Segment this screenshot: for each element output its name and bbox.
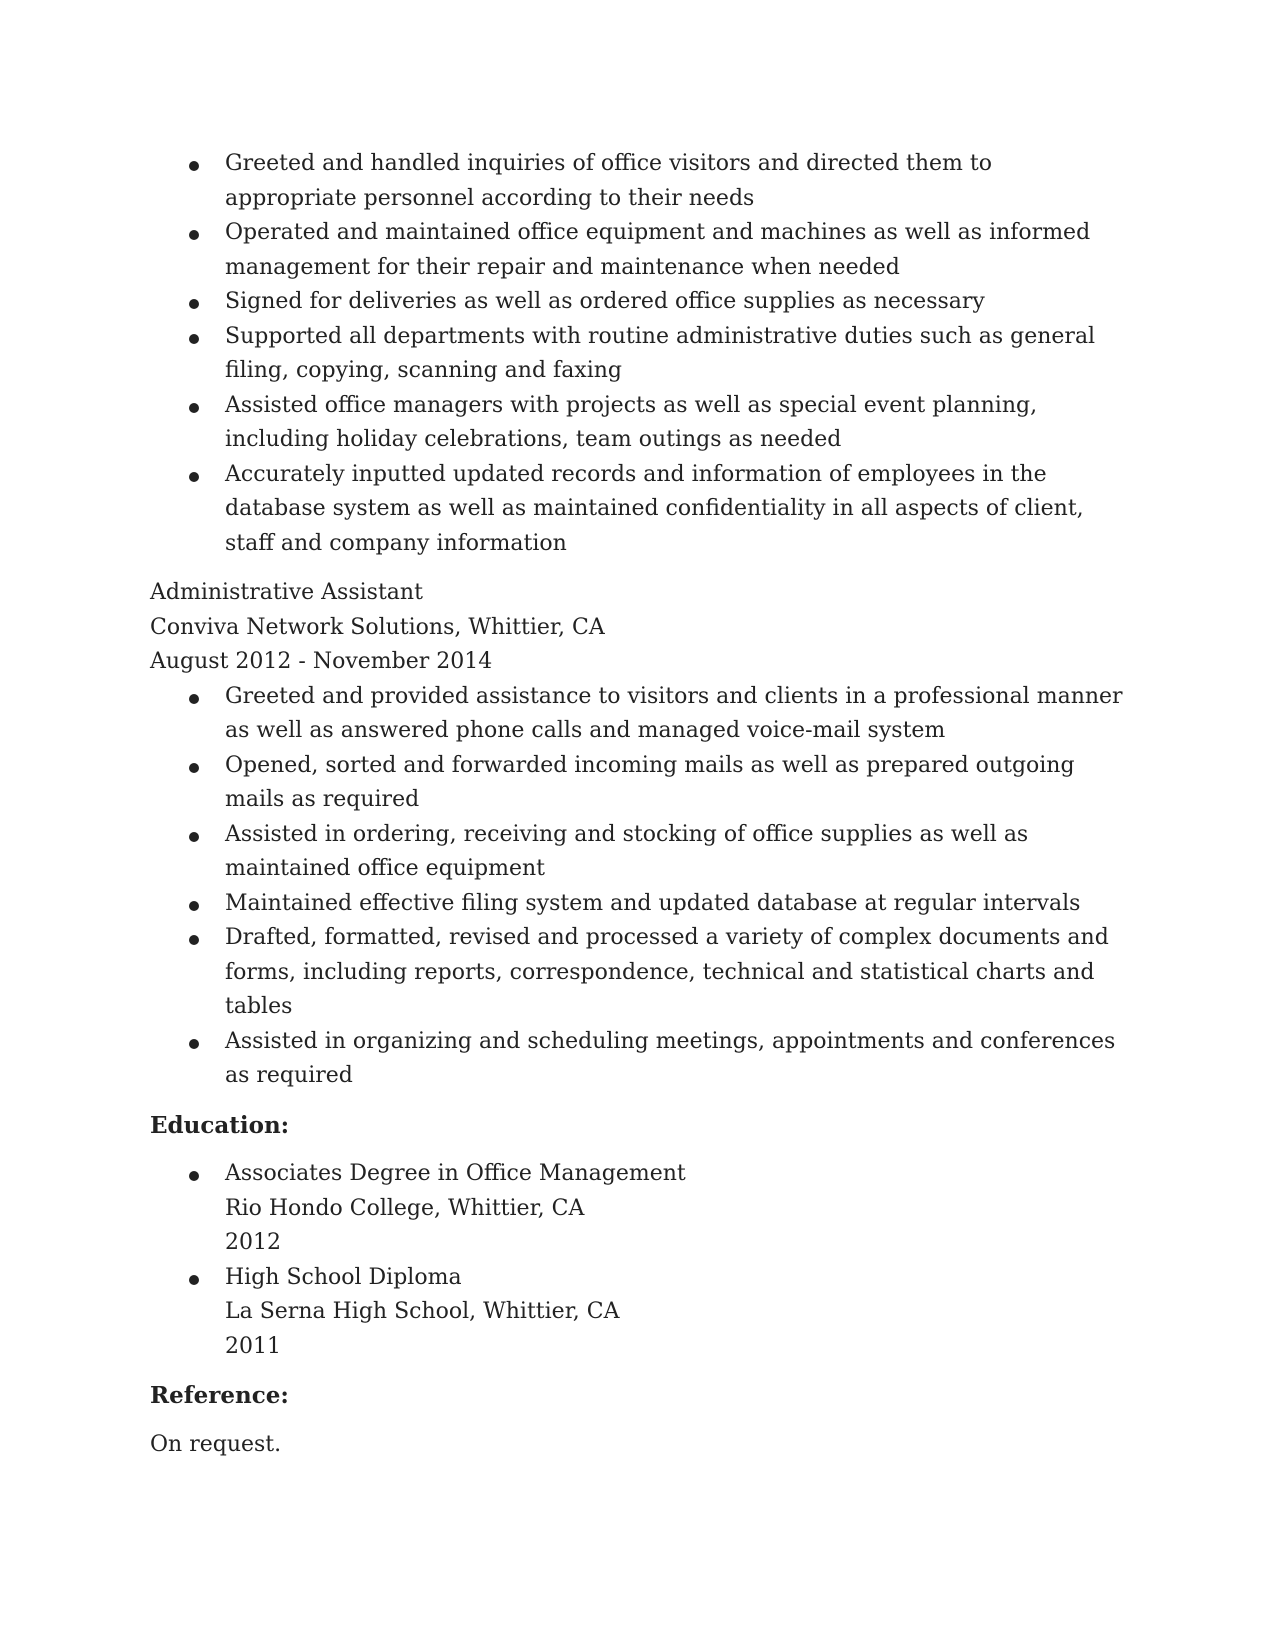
reference-heading: Reference: [150, 1382, 289, 1409]
list-item [150, 147, 1125, 216]
bullet-icon [189, 161, 199, 171]
duty-text: Greeted and provided assistance to visitors and clients in a professional manner as well as answered phone calls and managed voice-mail system [225, 683, 1123, 743]
education-list [150, 1157, 1125, 1364]
duty-text: Supported all departments with routine administrative duties such as general filing, copying, scanning and faxing [225, 323, 1096, 383]
list-item [150, 389, 1125, 458]
duty-text: Drafted, formatted, revised and processed a variety of complex documents and forms, including reports, correspondence, technical and statistical charts and tables [225, 925, 1109, 1019]
education-heading: Education: [150, 1111, 290, 1139]
list-item [150, 1261, 1125, 1365]
job-company: Conviva Network Solutions, Whittier, CA [150, 614, 605, 640]
list-item [150, 285, 1125, 320]
list-item [150, 818, 1125, 887]
bullet-icon [189, 1171, 199, 1181]
bullet-icon [189, 1039, 199, 1049]
education-year: 2011 [225, 1333, 281, 1359]
list-item [150, 216, 1125, 285]
duty-text: Operated and maintained office equipment and machines as well as informed management for their repair and maintenance when needed [225, 220, 1091, 280]
bullet-icon [189, 694, 199, 704]
previous-job-duties-list [150, 147, 1125, 561]
bullet-icon [189, 472, 199, 482]
bullet-icon [189, 230, 199, 240]
duty-text: Assisted in ordering, receiving and stocking of office supplies as well as maintained office equipment [225, 821, 1029, 881]
job-dates: August 2012 - November 2014 [150, 649, 493, 674]
bullet-icon [189, 935, 199, 945]
duty-text: Greeted and handled inquiries of office visitors and directed them to appropriate personnel according to their needs [225, 151, 992, 211]
list-item [150, 921, 1125, 1025]
duty-text: Accurately inputted updated records and information of employees in the database system as well as maintained confidentiality in all aspects of client, staff and company information [225, 461, 1084, 556]
list-item [150, 887, 1125, 922]
list-item [150, 458, 1125, 562]
duty-text: Opened, sorted and forwarded incoming mails as well as prepared outgoing mails as required [225, 752, 1075, 812]
duty-text: Assisted office managers with projects as well as special event planning, including holiday celebrations, team outings as needed [225, 392, 1038, 452]
list-item [150, 320, 1125, 389]
education-degree: Associates Degree in Office Management [225, 1161, 686, 1186]
education-degree: High School Diploma [225, 1264, 462, 1290]
duty-text: Signed for deliveries as well as ordered office supplies as necessary [225, 289, 985, 314]
list-item [150, 749, 1125, 818]
education-year: 2012 [225, 1230, 281, 1255]
bullet-icon [189, 832, 199, 842]
duty-text: Assisted in organizing and scheduling meetings, appointments and conferences as required [225, 1028, 1116, 1088]
duty-text: Maintained effective filing system and updated database at regular intervals [225, 890, 1081, 916]
bullet-icon [189, 1275, 199, 1285]
job-entry-administrative-assistant [150, 576, 1125, 1094]
list-item [150, 680, 1125, 749]
job-duties-list [150, 680, 1125, 1094]
job-title: Administrative Assistant [150, 580, 423, 605]
education-school: Rio Hondo College, Whittier, CA [225, 1195, 585, 1221]
bullet-icon [189, 403, 199, 413]
education-school: La Serna High School, Whittier, CA [225, 1299, 620, 1324]
bullet-icon [189, 763, 199, 773]
list-item [150, 1157, 1125, 1261]
list-item [150, 1025, 1125, 1094]
reference-text: On request. [150, 1431, 282, 1457]
bullet-icon [189, 901, 199, 911]
bullet-icon [189, 334, 199, 344]
bullet-icon [189, 299, 199, 309]
